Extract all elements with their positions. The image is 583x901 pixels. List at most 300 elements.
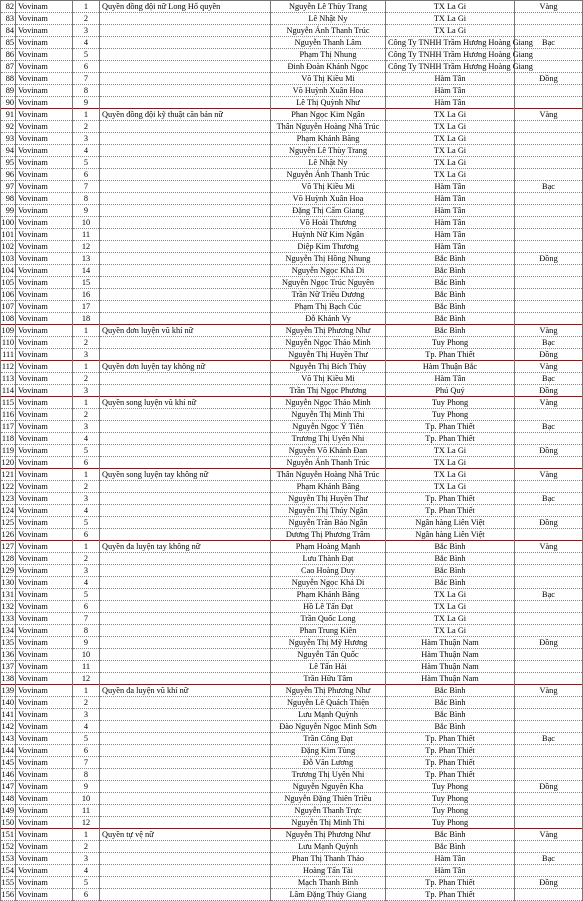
sport-cell: Vovinam (16, 361, 73, 373)
unit-cell: Bắc Bình (386, 577, 515, 589)
event-cell (100, 49, 271, 61)
unit-cell: Công Ty TNHH Trầm Hương Hoàng Giang (386, 49, 515, 61)
athlete-name-cell: Phạm Khánh Băng (271, 133, 386, 145)
medal-cell: Vàng (515, 1, 583, 13)
event-cell (100, 205, 271, 217)
athlete-order-cell: 6 (73, 745, 100, 757)
event-cell: Quyền song luyện vũ khí nữ (100, 397, 271, 409)
unit-cell: Hàm Tân (386, 853, 515, 865)
medal-cell (515, 649, 583, 661)
event-cell: Quyền đa luyện vũ khí nữ (100, 685, 271, 697)
sport-cell: Vovinam (16, 529, 73, 541)
medal-cell: Vàng (515, 829, 583, 841)
athlete-order-cell: 4 (73, 865, 100, 877)
medal-cell: Đồng (515, 517, 583, 529)
sport-cell: Vovinam (16, 457, 73, 469)
athlete-order-cell: 3 (73, 349, 100, 361)
medal-cell (515, 721, 583, 733)
unit-cell: Bắc Bình (386, 721, 515, 733)
sport-cell: Vovinam (16, 13, 73, 25)
event-cell (100, 805, 271, 817)
unit-cell: TX La Gi (386, 157, 515, 169)
athlete-order-cell: 8 (73, 625, 100, 637)
event-cell (100, 253, 271, 265)
table-row (1, 841, 583, 853)
sport-cell: Vovinam (16, 37, 73, 49)
athlete-order-cell: 5 (73, 589, 100, 601)
athlete-order-cell: 5 (73, 445, 100, 457)
row-number-cell: 118 (1, 434, 14, 443)
athlete-order-cell: 4 (73, 37, 100, 49)
sport-cell: Vovinam (16, 697, 73, 709)
medal-cell (515, 409, 583, 421)
event-cell (100, 433, 271, 445)
row-number-cell: 151 (1, 830, 14, 839)
athlete-name-cell: Nguyễn Thị Mỹ Hương (271, 637, 386, 649)
athlete-order-cell: 4 (73, 433, 100, 445)
athlete-name-cell: Nguyễn Thị Minh Thi (271, 817, 386, 829)
athlete-order-cell: 9 (73, 97, 100, 109)
medal-cell: Bạc (515, 733, 583, 745)
athlete-name-cell: Nguyễn Lê Quách Thiện (271, 697, 386, 709)
event-cell (100, 601, 271, 613)
row-number-cell: 96 (1, 169, 16, 181)
row-number-cell: 150 (1, 818, 14, 827)
athlete-name-cell: Trần Thị Ngọc Phương (271, 385, 386, 397)
event-cell (100, 301, 271, 313)
table-row (1, 649, 583, 661)
unit-cell: Bắc Bình (386, 565, 515, 577)
athlete-order-cell: 11 (73, 229, 100, 241)
table-row (1, 349, 583, 361)
athlete-name-cell: Lưu Mạnh Quỳnh (271, 709, 386, 721)
athlete-name-cell: Nguyễn Ngọc Thảo Minh (271, 397, 386, 409)
athlete-name-cell: Trần Công Đạt (271, 733, 386, 745)
athlete-name-cell: Nguyễn Ngọc Thảo Minh (271, 337, 386, 349)
row-number-cell: 138 (1, 674, 14, 683)
row-number-cell: 132 (1, 602, 14, 611)
medal-cell (515, 229, 583, 241)
table-row (1, 733, 583, 745)
athlete-order-cell: 1 (73, 1, 100, 13)
unit-cell: Tp. Phan Thiết (386, 493, 515, 505)
sport-cell: Vovinam (16, 817, 73, 829)
sport-cell: Vovinam (16, 133, 73, 145)
row-number-cell: 109 (1, 326, 14, 335)
row-number-cell: 153 (1, 854, 14, 863)
unit-cell: Bắc Bình (386, 265, 515, 277)
event-cell (100, 589, 271, 601)
table-row (1, 253, 583, 265)
medal-cell: Vàng (515, 469, 583, 481)
athlete-name-cell: Cao Hoàng Duy (271, 565, 386, 577)
medal-cell: Bạc (515, 589, 583, 601)
event-cell (100, 313, 271, 325)
athlete-order-cell: 14 (73, 265, 100, 277)
event-cell (100, 709, 271, 721)
unit-cell: Tuy Phong (386, 409, 515, 421)
athlete-name-cell: Trương Thị Uyên Nhi (271, 433, 386, 445)
medal-cell: Bạc (515, 181, 583, 193)
athlete-order-cell: 2 (73, 841, 100, 853)
row-number-cell: 95 (1, 157, 16, 169)
row-number-cell: 91 (1, 109, 16, 121)
medal-cell (515, 601, 583, 613)
table-row (1, 73, 583, 85)
table-row (1, 577, 583, 589)
row-number-cell: 99 (1, 205, 16, 217)
table-row (1, 805, 583, 817)
athlete-name-cell: Nguyễn Thanh Lâm (271, 37, 386, 49)
medal-cell: Đồng (515, 349, 583, 361)
sport-cell: Vovinam (16, 313, 73, 325)
sport-cell: Vovinam (16, 385, 73, 397)
unit-cell: Hàm Tân (386, 217, 515, 229)
row-number-cell: 156 (1, 890, 14, 899)
table-row (1, 217, 583, 229)
athlete-order-cell: 4 (73, 505, 100, 517)
athlete-name-cell: Nguyễn Thị Phương Như (271, 829, 386, 841)
athlete-order-cell: 17 (73, 301, 100, 313)
medal-cell: Vàng (515, 325, 583, 337)
event-cell (100, 229, 271, 241)
unit-cell: Hàm Thuận Nam (386, 649, 515, 661)
unit-cell: Tp. Phan Thiết (386, 877, 515, 889)
medal-cell (515, 457, 583, 469)
event-cell (100, 673, 271, 685)
athlete-name-cell: Nguyễn Đặng Thiên Triều (271, 793, 386, 805)
athlete-order-cell: 1 (73, 325, 100, 337)
unit-cell: Hàm Tân (386, 97, 515, 109)
medal-cell: Đồng (515, 637, 583, 649)
row-number-cell: 113 (1, 374, 14, 383)
sport-cell: Vovinam (16, 1, 73, 13)
row-number-cell: 123 (1, 494, 14, 503)
row-number-cell: 137 (1, 662, 14, 671)
event-cell (100, 517, 271, 529)
unit-cell: Hàm Thuận Nam (386, 661, 515, 673)
table-row (1, 817, 583, 829)
athlete-name-cell: Lưu Thành Đạt (271, 553, 386, 565)
medal-cell: Bạc (515, 853, 583, 865)
table-row (1, 661, 583, 673)
unit-cell: TX La Gi (386, 601, 515, 613)
unit-cell: Hàm Tân (386, 181, 515, 193)
event-cell (100, 841, 271, 853)
sport-cell: Vovinam (16, 541, 73, 553)
athlete-order-cell: 6 (73, 601, 100, 613)
athlete-order-cell: 8 (73, 193, 100, 205)
table-row (1, 409, 583, 421)
event-cell (100, 145, 271, 157)
sport-cell: Vovinam (16, 469, 73, 481)
medal-cell (515, 577, 583, 589)
table-row (1, 193, 583, 205)
athlete-name-cell: Võ Thị Kiều Mi (271, 373, 386, 385)
table-row (1, 481, 583, 493)
table-row (1, 49, 583, 61)
unit-cell: Bắc Bình (386, 685, 515, 697)
row-number-cell: 90 (1, 97, 16, 109)
row-number-cell: 125 (1, 518, 14, 527)
unit-cell: TX La Gi (386, 169, 515, 181)
unit-cell: Công Ty TNHH Trầm Hương Hoàng Giang (386, 61, 515, 73)
event-cell (100, 217, 271, 229)
medal-cell (515, 145, 583, 157)
table-row (1, 13, 583, 25)
sport-cell: Vovinam (16, 601, 73, 613)
sport-cell: Vovinam (16, 841, 73, 853)
medal-cell (515, 433, 583, 445)
table-row (1, 169, 583, 181)
medal-cell: Bạc (515, 373, 583, 385)
event-cell (100, 793, 271, 805)
row-number-cell: 93 (1, 133, 16, 145)
athlete-name-cell: Lâm Đặng Thúy Giang (271, 889, 386, 901)
athlete-order-cell: 1 (73, 829, 100, 841)
sport-cell: Vovinam (16, 121, 73, 133)
unit-cell: TX La Gi (386, 625, 515, 637)
sport-cell: Vovinam (16, 241, 73, 253)
medal-cell (515, 301, 583, 313)
sport-cell: Vovinam (16, 409, 73, 421)
row-number-cell: 114 (1, 386, 14, 395)
athlete-order-cell: 1 (73, 469, 100, 481)
medal-cell (515, 697, 583, 709)
table-row (1, 1, 583, 13)
unit-cell: Bắc Bình (386, 313, 515, 325)
event-cell (100, 193, 271, 205)
row-number-cell: 101 (1, 230, 14, 239)
medal-cell (515, 661, 583, 673)
row-number-cell: 105 (1, 278, 14, 287)
athlete-name-cell: Nguyễn Võ Khánh Đan (271, 445, 386, 457)
athlete-order-cell: 1 (73, 361, 100, 373)
unit-cell: Tuy Phong (386, 793, 515, 805)
athlete-order-cell: 10 (73, 217, 100, 229)
medal-cell (515, 133, 583, 145)
athlete-name-cell: Võ Thị Kiều Mi (271, 181, 386, 193)
event-cell (100, 577, 271, 589)
athlete-name-cell: Nguyễn Thị Bích Thùy (271, 361, 386, 373)
table-row (1, 229, 583, 241)
athlete-order-cell: 3 (73, 709, 100, 721)
row-number-cell: 143 (1, 734, 14, 743)
sport-cell: Vovinam (16, 421, 73, 433)
row-number-cell: 84 (1, 25, 16, 37)
event-cell (100, 277, 271, 289)
event-cell (100, 769, 271, 781)
sport-cell: Vovinam (16, 685, 73, 697)
medal-cell (515, 277, 583, 289)
sport-cell: Vovinam (16, 613, 73, 625)
table-row (1, 853, 583, 865)
unit-cell: Tp. Phan Thiết (386, 505, 515, 517)
unit-cell: Tp. Phan Thiết (386, 745, 515, 757)
athlete-name-cell: Nguyễn Thị Minh Thi (271, 409, 386, 421)
sport-cell: Vovinam (16, 337, 73, 349)
athlete-name-cell: Đỗ Khánh Vy (271, 313, 386, 325)
table-row (1, 793, 583, 805)
athlete-name-cell: Nguyễn Ánh Thanh Trúc (271, 169, 386, 181)
sport-cell: Vovinam (16, 97, 73, 109)
event-cell (100, 169, 271, 181)
event-cell (100, 565, 271, 577)
medal-cell (515, 613, 583, 625)
row-number-cell: 110 (1, 338, 14, 347)
event-cell (100, 373, 271, 385)
medal-cell: Bạc (515, 421, 583, 433)
row-number-cell: 146 (1, 770, 14, 779)
sport-cell: Vovinam (16, 637, 73, 649)
athlete-order-cell: 7 (73, 181, 100, 193)
unit-cell: TX La Gi (386, 469, 515, 481)
event-cell (100, 661, 271, 673)
row-number-cell: 87 (1, 61, 16, 73)
event-cell (100, 697, 271, 709)
athlete-order-cell: 7 (73, 73, 100, 85)
athlete-name-cell: Hồ Lê Tấn Đạt (271, 601, 386, 613)
row-number-cell: 111 (2, 350, 14, 359)
sport-cell: Vovinam (16, 649, 73, 661)
athlete-name-cell: Lê Nhật Ny (271, 157, 386, 169)
medal-cell (515, 217, 583, 229)
unit-cell: Tuy Phong (386, 337, 515, 349)
table-row (1, 445, 583, 457)
athlete-name-cell: Phạm Hoàng Mạnh (271, 541, 386, 553)
unit-cell: Hàm Tân (386, 85, 515, 97)
unit-cell: TX La Gi (386, 13, 515, 25)
athlete-order-cell: 5 (73, 157, 100, 169)
medal-cell (515, 793, 583, 805)
event-cell (100, 637, 271, 649)
sport-cell: Vovinam (16, 289, 73, 301)
table-row (1, 205, 583, 217)
athlete-order-cell: 4 (73, 145, 100, 157)
event-cell (100, 73, 271, 85)
table-row (1, 301, 583, 313)
event-cell (100, 97, 271, 109)
row-number-cell: 124 (1, 506, 14, 515)
row-number-cell: 152 (1, 842, 14, 851)
sport-cell: Vovinam (16, 373, 73, 385)
unit-cell: Bắc Bình (386, 841, 515, 853)
athlete-name-cell: Lưu Mạnh Quỳnh (271, 841, 386, 853)
unit-cell: Bắc Bình (386, 541, 515, 553)
event-cell (100, 625, 271, 637)
athlete-order-cell: 7 (73, 757, 100, 769)
medal-cell (515, 817, 583, 829)
athlete-name-cell: Nguyễn Thị Hồng Nhung (271, 253, 386, 265)
athlete-name-cell: Phạm Khánh Băng (271, 481, 386, 493)
unit-cell: Ngân hàng Liên Việt (386, 517, 515, 529)
row-number-cell: 106 (1, 290, 14, 299)
medal-cell: Đồng (515, 73, 583, 85)
sport-cell: Vovinam (16, 493, 73, 505)
medal-cell (515, 193, 583, 205)
athlete-name-cell: Võ Huỳnh Xuân Hoa (271, 193, 386, 205)
sport-cell: Vovinam (16, 721, 73, 733)
event-cell: Quyền song luyện tay không nữ (100, 469, 271, 481)
athlete-order-cell: 5 (73, 877, 100, 889)
medal-cell: Vàng (515, 361, 583, 373)
table-row (1, 529, 583, 541)
unit-cell: Tp. Phan Thiết (386, 421, 515, 433)
athlete-name-cell: Đỗ Văn Lương (271, 757, 386, 769)
unit-cell: Hàm Tân (386, 193, 515, 205)
sport-cell: Vovinam (16, 277, 73, 289)
table-row (1, 121, 583, 133)
medal-cell (515, 865, 583, 877)
athlete-order-cell: 5 (73, 49, 100, 61)
unit-cell: Tuy Phong (386, 805, 515, 817)
medal-cell (515, 85, 583, 97)
event-cell (100, 157, 271, 169)
athlete-order-cell: 2 (73, 13, 100, 25)
sport-cell: Vovinam (16, 769, 73, 781)
unit-cell: Hàm Tân (386, 205, 515, 217)
row-number-cell: 117 (1, 422, 14, 431)
athlete-name-cell: Nguyễn Ngọc Khả Di (271, 265, 386, 277)
athlete-order-cell: 6 (73, 61, 100, 73)
medal-cell (515, 289, 583, 301)
event-cell (100, 181, 271, 193)
medal-cell (515, 625, 583, 637)
medal-cell (515, 673, 583, 685)
table-row (1, 385, 583, 397)
unit-cell: Bắc Bình (386, 289, 515, 301)
table-row (1, 469, 583, 481)
athlete-name-cell: Mạch Thanh Bình (271, 877, 386, 889)
sport-cell: Vovinam (16, 445, 73, 457)
sport-cell: Vovinam (16, 745, 73, 757)
sport-cell: Vovinam (16, 853, 73, 865)
row-number-cell: 141 (1, 710, 14, 719)
athlete-name-cell: Đinh Đoàn Khánh Ngọc (271, 61, 386, 73)
athlete-order-cell: 3 (73, 493, 100, 505)
unit-cell: TX La Gi (386, 457, 515, 469)
athlete-name-cell: Hoàng Tấn Tài (271, 865, 386, 877)
athlete-name-cell: Đặng Kim Tùng (271, 745, 386, 757)
athlete-name-cell: Nguyễn Lê Thùy Trang (271, 1, 386, 13)
sport-cell: Vovinam (16, 109, 73, 121)
table-row (1, 637, 583, 649)
row-number-cell: 116 (1, 410, 14, 419)
table-row (1, 85, 583, 97)
sport-cell: Vovinam (16, 157, 73, 169)
row-number-cell: 130 (1, 578, 14, 587)
row-number-cell: 140 (1, 698, 14, 707)
row-number-cell: 108 (1, 314, 14, 323)
table-row (1, 517, 583, 529)
medal-cell (515, 757, 583, 769)
table-row (1, 697, 583, 709)
athlete-name-cell: Phạm Khánh Băng (271, 589, 386, 601)
row-number-cell: 89 (1, 85, 16, 97)
row-number-cell: 115 (1, 398, 14, 407)
athlete-order-cell: 2 (73, 373, 100, 385)
unit-cell: Tuy Phong (386, 397, 515, 409)
athlete-order-cell: 4 (73, 721, 100, 733)
sport-cell: Vovinam (16, 481, 73, 493)
sport-cell: Vovinam (16, 205, 73, 217)
event-cell (100, 721, 271, 733)
sport-cell: Vovinam (16, 61, 73, 73)
table-row (1, 493, 583, 505)
medal-cell (515, 565, 583, 577)
athlete-name-cell: Nguyễn Trần Bảo Ngân (271, 517, 386, 529)
table-row (1, 397, 583, 409)
